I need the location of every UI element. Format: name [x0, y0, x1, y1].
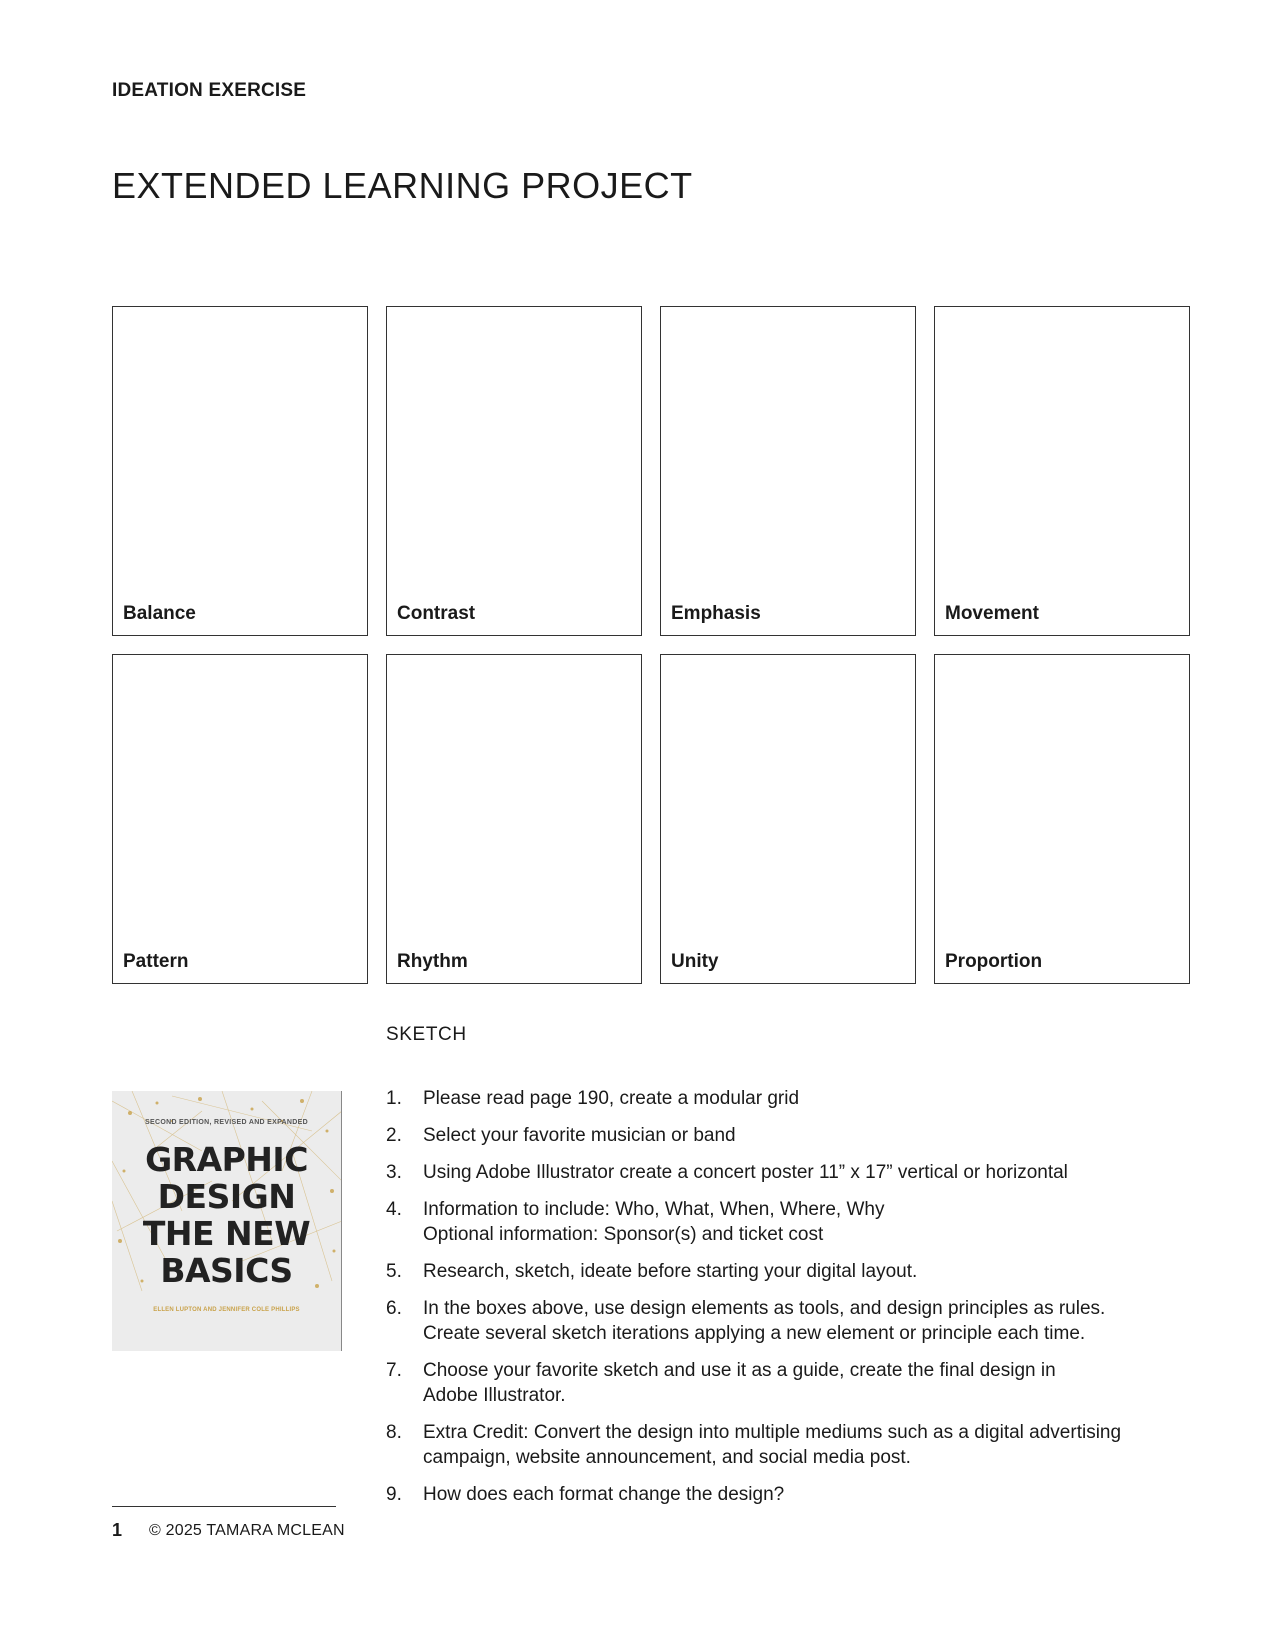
- list-item: [386, 1086, 1186, 1111]
- box-label: Pattern: [123, 951, 189, 972]
- sketch-grid: [112, 306, 1190, 984]
- step-number: 8.: [386, 1422, 402, 1443]
- step-text: [423, 1482, 1186, 1507]
- page-title: EXTENDED LEARNING PROJECT: [112, 165, 693, 206]
- book-title-line: THE NEW: [142, 1214, 311, 1253]
- book-title-line: BASICS: [160, 1251, 293, 1290]
- step-line: Please read page 190, create a modular grid: [423, 1088, 800, 1109]
- sketch-box-emphasis: [660, 306, 916, 636]
- step-line: Select your favorite musician or band: [423, 1125, 736, 1146]
- sketch-box-unity: [660, 654, 916, 984]
- step-line: Extra Credit: Convert the design into multiple mediums such as a digital advertising: [423, 1422, 1122, 1443]
- step-line: Optional information: Sponsor(s) and ticket cost: [423, 1224, 824, 1245]
- section-eyebrow: IDEATION EXERCISE: [112, 80, 307, 101]
- box-label: Emphasis: [671, 603, 761, 624]
- sketch-box-contrast: [386, 306, 642, 636]
- copyright-notice: © 2025 TAMARA MCLEAN: [149, 1522, 345, 1539]
- step-number: 5.: [386, 1261, 402, 1282]
- box-label: Contrast: [397, 603, 476, 624]
- instruction-list: [386, 1086, 1186, 1519]
- step-text: [423, 1358, 1186, 1408]
- list-item: [386, 1123, 1186, 1148]
- step-line: campaign, website announcement, and social media post.: [423, 1447, 911, 1468]
- list-item: [386, 1358, 1186, 1408]
- sketch-heading: SKETCH: [386, 1024, 467, 1045]
- step-line: Create several sketch iterations applying a new element or principle each time.: [423, 1323, 1086, 1344]
- sketch-box-movement: [934, 306, 1190, 636]
- step-number: 1.: [386, 1088, 402, 1109]
- step-line: Information to include: Who, What, When, Where, Why: [423, 1199, 885, 1220]
- step-line: Research, sketch, ideate before starting your digital layout.: [423, 1261, 918, 1282]
- list-item: [386, 1259, 1186, 1284]
- sketch-box-rhythm: [386, 654, 642, 984]
- sketch-box-pattern: [112, 654, 368, 984]
- step-text: [423, 1160, 1186, 1185]
- list-item: [386, 1482, 1186, 1507]
- box-label: Movement: [945, 603, 1039, 624]
- footer-divider: [112, 1506, 336, 1507]
- book-edition: SECOND EDITION, REVISED AND EXPANDED: [145, 1119, 308, 1126]
- step-text: [423, 1086, 1186, 1111]
- list-item: [386, 1160, 1186, 1185]
- list-item: [386, 1197, 1186, 1247]
- step-line: Adobe Illustrator.: [423, 1385, 566, 1406]
- box-label: Unity: [671, 951, 719, 972]
- box-label: Proportion: [945, 951, 1043, 972]
- book-authors: ELLEN LUPTON AND JENNIFER COLE PHILLIPS: [153, 1307, 300, 1313]
- box-label: Balance: [123, 603, 196, 624]
- step-line: How does each format change the design?: [423, 1484, 785, 1505]
- step-number: 6.: [386, 1298, 402, 1319]
- step-text: [423, 1197, 1186, 1247]
- step-text: [423, 1123, 1186, 1148]
- step-line: In the boxes above, use design elements as tools, and design principles as rules.: [423, 1298, 1106, 1319]
- step-number: 4.: [386, 1199, 402, 1220]
- book-title-line: GRAPHIC: [145, 1140, 308, 1179]
- step-text: [423, 1420, 1186, 1470]
- step-text: [423, 1296, 1186, 1346]
- step-number: 7.: [386, 1360, 402, 1381]
- book-cover-image: [112, 1091, 342, 1351]
- page-number: 1: [112, 1520, 123, 1540]
- step-line: Using Adobe Illustrator create a concert poster 11” x 17” vertical or horizontal: [423, 1162, 1068, 1183]
- list-item: [386, 1420, 1186, 1470]
- step-line: Choose your favorite sketch and use it as a guide, create the final design in: [423, 1360, 1056, 1381]
- list-item: [386, 1296, 1186, 1346]
- step-number: 2.: [386, 1125, 402, 1146]
- book-title-line: DESIGN: [157, 1177, 296, 1216]
- book-title: [112, 1141, 341, 1289]
- step-number: 9.: [386, 1484, 402, 1505]
- sketch-box-proportion: [934, 654, 1190, 984]
- box-label: Rhythm: [397, 951, 468, 972]
- step-text: [423, 1259, 1186, 1284]
- step-number: 3.: [386, 1162, 402, 1183]
- sketch-box-balance: [112, 306, 368, 636]
